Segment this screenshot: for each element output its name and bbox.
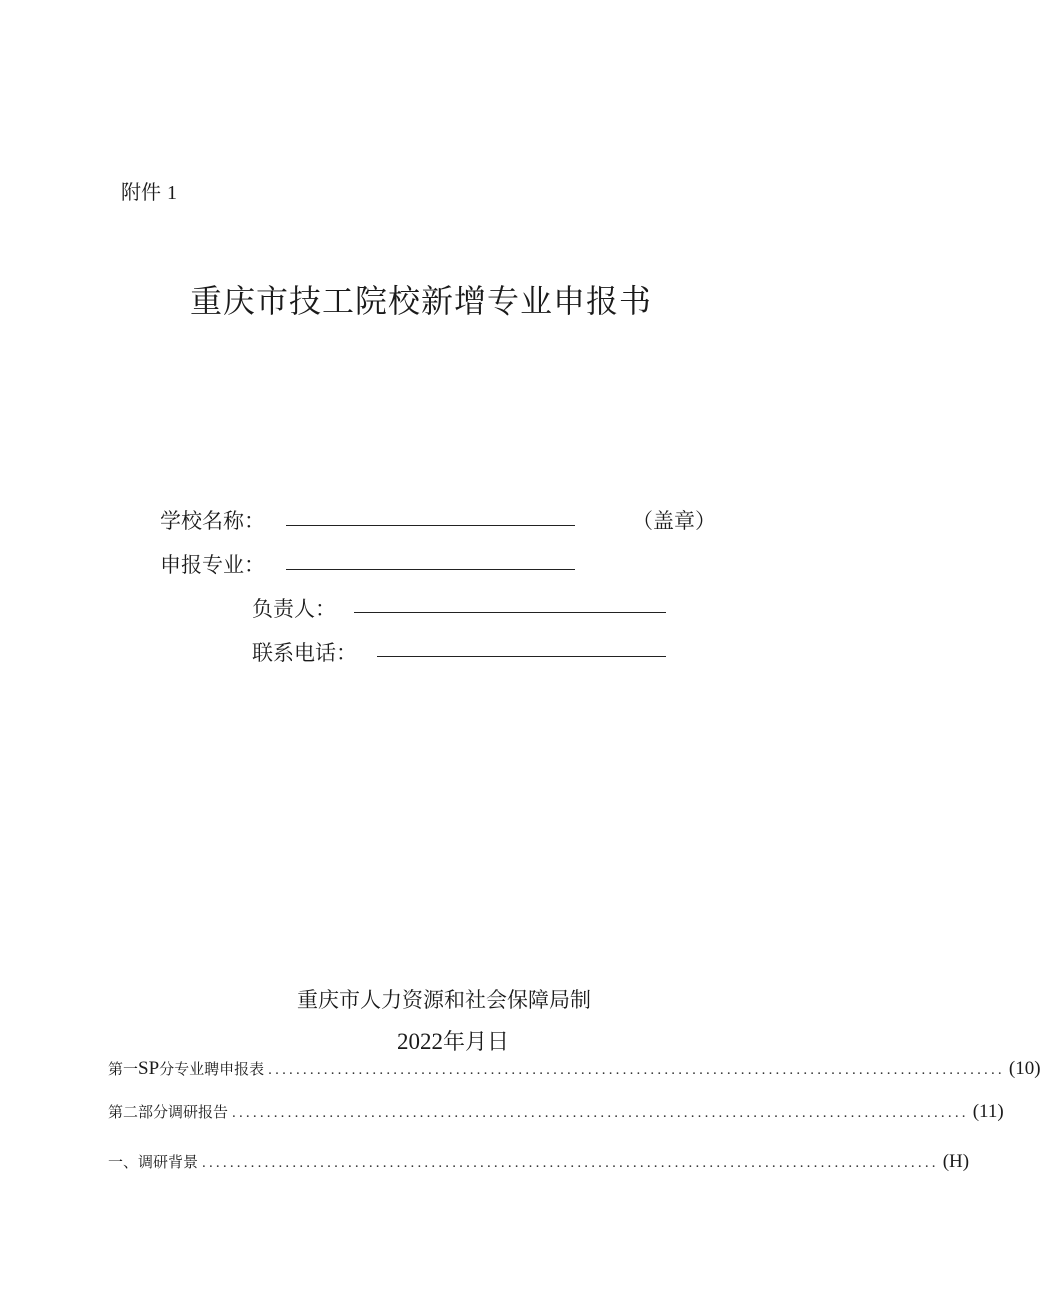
person-field[interactable] bbox=[354, 612, 666, 613]
toc-entry-title: 第一SP分专业聘申报表 bbox=[108, 1058, 265, 1079]
issuer-text: 重庆市人力资源和社会保障局制 bbox=[297, 988, 591, 1012]
stamp-label: （盖章） bbox=[632, 509, 716, 533]
phone-label: 联系电话： bbox=[252, 641, 357, 665]
phone-field[interactable] bbox=[377, 656, 666, 657]
toc-leader-dots: .......................................................................................................... bbox=[202, 1155, 939, 1171]
major-label: 申报专业： bbox=[160, 553, 265, 577]
person-label: 负责人： bbox=[252, 597, 336, 621]
toc-entry[interactable] bbox=[108, 1101, 1004, 1123]
toc-entry-title: 第二部分调研报告 bbox=[108, 1103, 229, 1121]
toc-entry-page: (10) bbox=[1008, 1058, 1041, 1079]
toc-entry-page: (H) bbox=[942, 1151, 970, 1172]
major-field[interactable] bbox=[286, 569, 575, 570]
page-title: 重庆市技工院校新增专业申报书 bbox=[190, 282, 653, 320]
toc-entry[interactable] bbox=[108, 1058, 1041, 1080]
toc-entry[interactable] bbox=[108, 1151, 970, 1173]
issue-date bbox=[397, 1025, 509, 1056]
toc-leader-dots: .......................................................................................................... bbox=[268, 1062, 1005, 1078]
toc-entry-title: 一、调研背景 bbox=[108, 1153, 199, 1171]
school-name-field[interactable] bbox=[286, 525, 575, 526]
attachment-label bbox=[121, 176, 177, 205]
toc-leader-dots: .......................................................................................................... bbox=[232, 1105, 969, 1121]
attachment-text: 附件 bbox=[121, 180, 161, 204]
toc-entry-page: (11) bbox=[972, 1101, 1004, 1122]
school-name-label: 学校名称： bbox=[160, 509, 265, 533]
issue-date-rest: 年月日 bbox=[443, 1030, 510, 1055]
attachment-number: 1 bbox=[167, 182, 177, 204]
issue-year: 2022 bbox=[397, 1029, 443, 1054]
